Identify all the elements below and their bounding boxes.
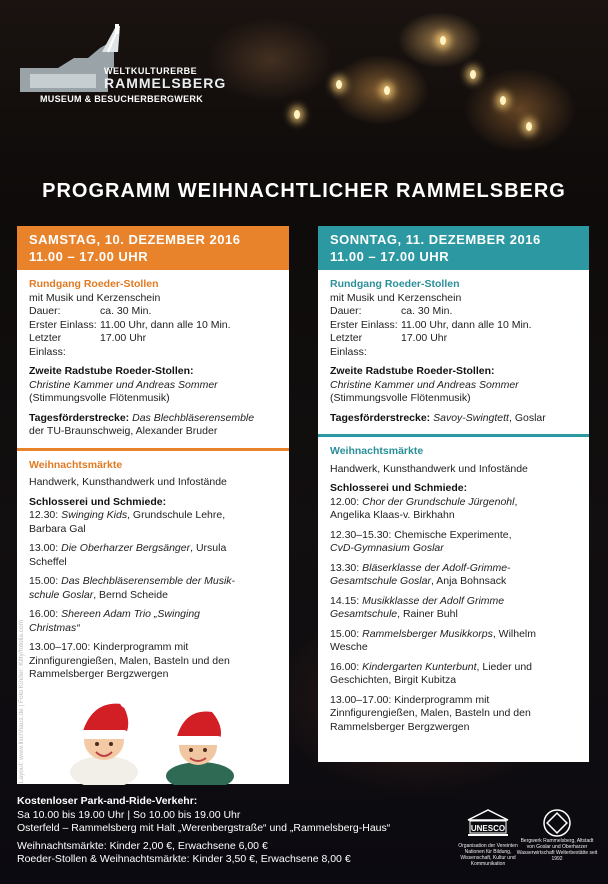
erster-label: Erster Einlass: <box>330 318 398 331</box>
saturday-radstube-names: Christine Kammer und Andreas Sommer <box>29 378 218 391</box>
saturday-event-4: 16.00: Shereen Adam Trio „Swinging <box>29 608 201 620</box>
candle-light <box>526 122 532 131</box>
sunday-markt-section <box>318 437 589 734</box>
price-combined: Roeder-Stollen & Weihnachtsmärkte: Kinder 3,50 €, Erwachsene 8,00 € <box>17 853 351 865</box>
saturday-markt-section <box>17 451 289 682</box>
saturday-date: SAMSTAG, 10. DEZEMBER 2016 <box>29 232 241 247</box>
foerder-label: Tagesförderstrecke: <box>29 411 130 424</box>
sunday-letzter-row <box>330 332 583 359</box>
sunday-header <box>318 226 589 270</box>
sunday-event-3: 13.30: Bläserklasse der Adolf-Grimme- <box>330 561 511 574</box>
letzter-label: Letzter Einlass: <box>29 332 66 358</box>
candle-light <box>336 80 342 89</box>
park-ride-route: Osterfeld – Rammelsberg mit Halt „Werenbergstraße“ und „Rammelsberg-Haus“ <box>17 822 391 834</box>
saturday-tour-title: Rundgang Roeder-Stollen <box>29 278 159 290</box>
saturday-foerder-rest: der TU-Braunschweig, Alexander Bruder <box>29 425 218 437</box>
saturday-time: 11.00 – 17.00 UHR <box>29 249 149 264</box>
unesco-temple-icon <box>458 808 518 838</box>
erster-label: Erster Einlass: <box>29 318 97 331</box>
saturday-schmiede-title: Schlosserei und Schmiede: <box>29 495 167 508</box>
sunday-kids-program-line3: Rammelsberger Bergzwergen <box>330 720 470 733</box>
dauer-value: ca. 30 Min. <box>401 305 453 317</box>
saturday-radstube-note: (Stimmungsvolle Flötenmusik) <box>29 392 170 404</box>
unesco-caption: Organisation der Vereinten Nationen für Bildung, Wissenschaft, Kultur und Kommunikation <box>458 843 518 867</box>
sunday-event-5: 15.00: Rammelsberger Musikkorps, Wilhelm <box>330 627 536 640</box>
sunday-time: 11.00 – 17.00 UHR <box>330 249 450 264</box>
sunday-date: SONNTAG, 11. DEZEMBER 2016 <box>330 232 541 247</box>
saturday-event-1-line2: Barbara Gal <box>29 522 86 535</box>
saturday-kids-program-line3: Rammelsberger Bergzwergen <box>29 668 169 680</box>
sunday-event-6: 16.00: Kindergarten Kunterbunt, Lieder und <box>330 660 533 673</box>
sunday-event-4: 14.15: Musikklasse der Adolf Grimme <box>330 594 505 607</box>
sunday-markt-title: Weihnachtsmärkte <box>330 445 424 457</box>
sunday-foerder: Tagesförderstrecke: Savoy-Swingtett, Goslar <box>330 411 546 424</box>
heritage-caption: Bergwerk Rammelsberg, Altstadt von Goslar und Oberharzer Wasserwirtschaft Welterbestätte seit 1992 <box>516 838 598 862</box>
saturday-event-2-line2: Scheffel <box>29 555 67 568</box>
foerder-ensemble: Savoy-Swingtett <box>433 411 509 424</box>
dauer-value: ca. 30 Min. <box>100 305 152 317</box>
saturday-dauer-row <box>29 305 283 319</box>
layout-credit: Layout: www.lischhaus.de | Foto Kinder: Kitty/fotolia.com <box>18 619 26 784</box>
children-santa-hats-image <box>52 690 252 785</box>
sunday-dauer-row <box>330 305 583 319</box>
saturday-event-2: 13.00: Die Oberharzer Bergsänger, Ursula <box>29 542 227 554</box>
dauer-label: Dauer: <box>330 305 362 317</box>
foerder-ensemble: Das Blechbläserensemble <box>132 411 255 424</box>
unesco-logo <box>458 808 518 874</box>
park-ride-times: Sa 10.00 bis 19.00 Uhr | So 10.00 bis 19.00 Uhr <box>17 808 241 821</box>
saturday-markt-title: Weihnachtsmärkte <box>29 458 123 471</box>
sunday-event-2-line2: CvD-Gymnasium Goslar <box>330 542 444 554</box>
candle-light <box>294 110 300 119</box>
park-ride-title: Kostenloser Park-and-Ride-Verkehr: <box>17 795 198 807</box>
world-heritage-emblem-icon <box>542 808 572 838</box>
saturday-tour-sub: mit Musik und Kerzenschein <box>29 291 161 304</box>
saturday-event-4-line2: Christmas“ <box>29 621 80 634</box>
sunday-radstube-note: (Stimmungsvolle Flötenmusik) <box>330 392 471 404</box>
sunday-markt-line: Handwerk, Kunsthandwerk und Infostände <box>330 462 528 475</box>
logo-line-rammelsberg: RAMMELSBERG <box>104 75 227 91</box>
logo-line-museum: MUSEUM & BESUCHERBERGWERK <box>40 94 204 104</box>
sunday-event-1-line2: Angelika Klaas-v. Birkhahn <box>330 509 455 521</box>
candle-light <box>500 96 506 105</box>
foerder-label: Tagesförderstrecke: <box>330 411 431 424</box>
saturday-kids-program: 13.00–17.00: Kinderprogramm mit <box>29 641 189 653</box>
sunday-event-1: 12.00: Chor der Grundschule Jürgenohl, <box>330 495 518 508</box>
sunday-radstube-title: Zweite Radstube Roeder-Stollen: <box>330 365 495 377</box>
footer-info <box>17 795 390 867</box>
price-maerkte: Weihnachtsmärkte: Kinder 2,00 €, Erwachsene 6,00 € <box>17 839 268 852</box>
page-title: PROGRAMM WEIHNACHTLICHER RAMMELSBERG <box>42 180 566 202</box>
saturday-event-3-line2: schule Goslar, Bernd Scheide <box>29 588 168 601</box>
sunday-event-3-line2: Gesamtschule Goslar, Anja Bohnsack <box>330 575 507 587</box>
saturday-header <box>17 226 289 270</box>
letzter-label: Letzter Einlass: <box>330 332 367 358</box>
dauer-label: Dauer: <box>29 305 61 317</box>
saturday-markt-line: Handwerk, Kunsthandwerk und Infostände <box>29 476 227 488</box>
sunday-column <box>318 226 589 762</box>
candle-light <box>440 36 446 45</box>
sunday-event-4-line2: Gesamtschule, Rainer Buhl <box>330 608 458 620</box>
sunday-schmiede-title: Schlosserei und Schmiede: <box>330 482 468 494</box>
sunday-event-2: 12.30–15.30: Chemische Experimente, <box>330 528 512 541</box>
sunday-kids-program: 13.00–17.00: Kinderprogramm mit <box>330 693 490 706</box>
world-heritage-logo <box>516 808 598 874</box>
saturday-letzter-row <box>29 332 283 359</box>
sunday-kids-program-line2: Zinnfigurengießen, Malen, Basteln und den <box>330 707 531 719</box>
erster-value: 11.00 Uhr, dann alle 10 Min. <box>100 318 231 331</box>
sunday-erster-row <box>330 319 583 333</box>
sunday-radstube-names: Christine Kammer und Andreas Sommer <box>330 378 519 391</box>
sunday-event-6-line2: Geschichten, Birgit Kubitza <box>330 674 457 686</box>
saturday-kids-program-line2: Zinnfigurengießen, Malen, Basteln und den <box>29 654 230 667</box>
saturday-event-1: 12.30: Swinging Kids, Grundschule Lehre, <box>29 509 226 521</box>
rammelsberg-logo <box>18 22 248 112</box>
logo-line-weltkulturerbe: WELTKULTURERBE <box>104 66 198 76</box>
letzter-value: 17.00 Uhr <box>100 332 147 344</box>
sunday-tour-sub: mit Musik und Kerzenschein <box>330 291 462 304</box>
letzter-value: 17.00 Uhr <box>401 332 448 344</box>
sunday-tour-title: Rundgang Roeder-Stollen <box>330 278 460 290</box>
saturday-tour-section <box>17 270 289 439</box>
candle-light <box>470 70 476 79</box>
candle-light <box>384 86 390 95</box>
sunday-tour-section <box>318 270 589 425</box>
saturday-foerder <box>29 412 283 426</box>
saturday-radstube-title: Zweite Radstube Roeder-Stollen: <box>29 365 194 377</box>
saturday-erster-row <box>29 319 283 333</box>
saturday-event-3: 15.00: Das Blechbläserensemble der Musik- <box>29 575 236 587</box>
svg-text:UNESCO: UNESCO <box>470 824 506 833</box>
sunday-event-5-line2: Wesche <box>330 641 368 653</box>
erster-value: 11.00 Uhr, dann alle 10 Min. <box>401 318 532 331</box>
